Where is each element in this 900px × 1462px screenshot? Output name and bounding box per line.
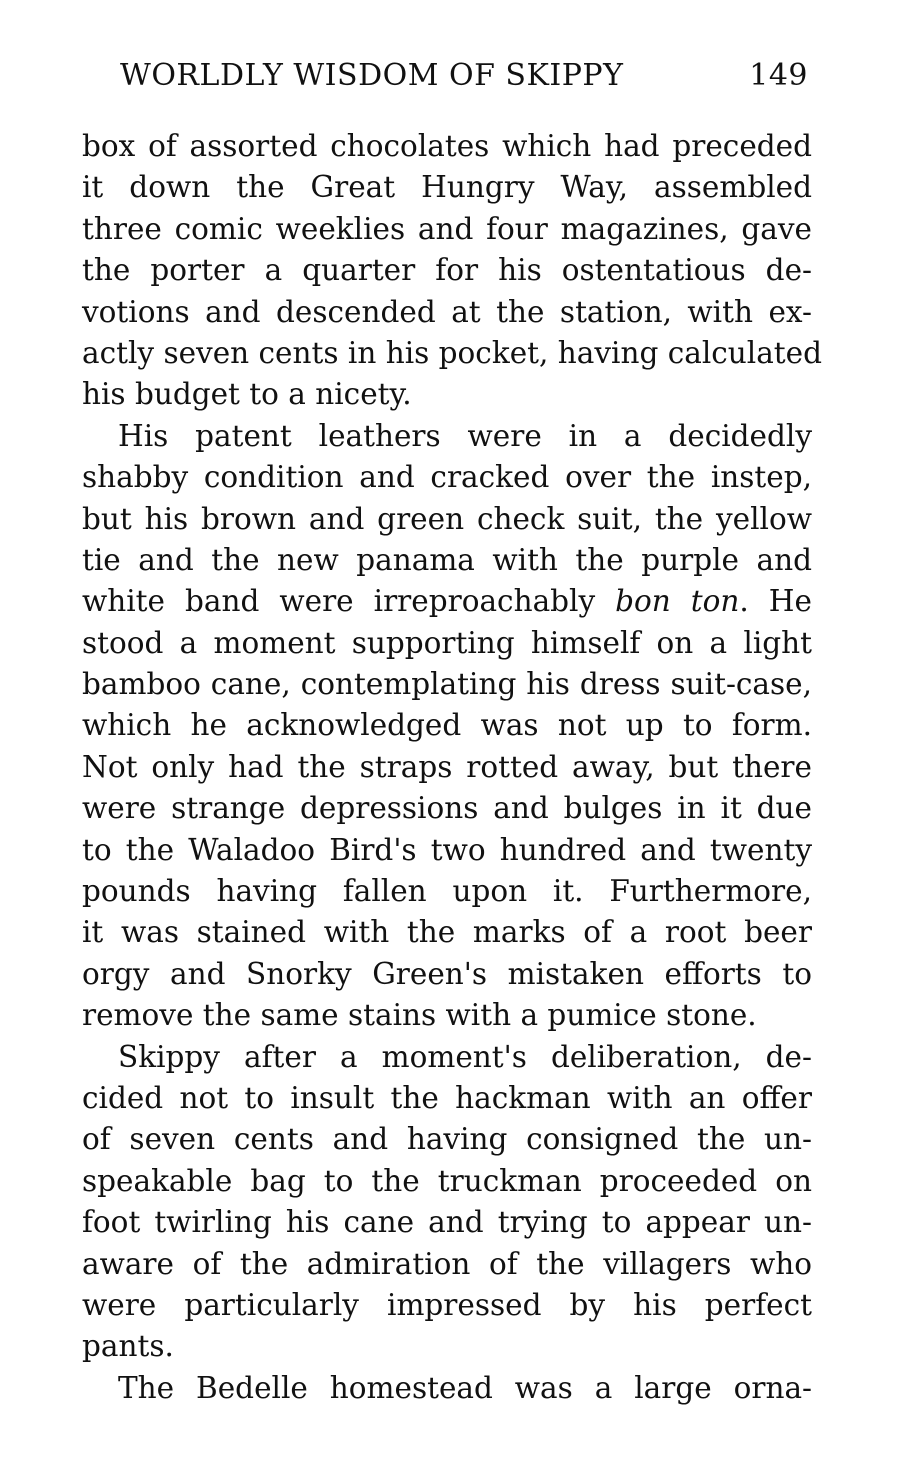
text-line: aware of the admiration of the villagers who	[82, 1246, 812, 1281]
text-line: bamboo cane, contemplating his dress suit-case,	[82, 667, 812, 702]
running-head	[82, 58, 812, 98]
text-line: Skippy after a moment's deliberation, de-	[118, 1039, 812, 1074]
text-line: white band were irreproachably bon ton. He	[82, 584, 812, 619]
text-line: The Bedelle homestead was a large orna-	[118, 1370, 812, 1405]
text-line: stood a moment supporting himself on a light	[82, 625, 812, 660]
text-line: to the Waladoo Bird's two hundred and twenty	[82, 832, 812, 867]
text-line: pounds having fallen upon it. Furthermore,	[82, 874, 812, 909]
text-line: foot twirling his cane and trying to appear un-	[82, 1205, 812, 1240]
text-line: were strange depressions and bulges in it due	[82, 791, 812, 826]
body-text	[82, 126, 822, 1409]
text-line: cided not to insult the hackman with an offer	[82, 1080, 812, 1115]
text-line: the porter a quarter for his ostentatious de-	[82, 253, 812, 288]
text-line: speakable bag to the truckman proceeded on	[82, 1163, 812, 1198]
paragraph-1	[82, 126, 822, 416]
text-line: three comic weeklies and four magazines, gave	[82, 211, 812, 246]
text-line: it down the Great Hungry Way, assembled	[82, 170, 812, 205]
text-line: were particularly impressed by his perfect	[82, 1287, 812, 1322]
text-line: remove the same stains with a pumice stone.	[82, 998, 757, 1033]
text-line: actly seven cents in his pocket, having calculated	[82, 335, 822, 370]
text-line: votions and descended at the station, with ex-	[82, 294, 812, 329]
text-line: but his brown and green check suit, the yellow	[82, 501, 812, 536]
text-line: it was stained with the marks of a root beer	[82, 915, 812, 950]
text-line: Not only had the straps rotted away, but there	[82, 749, 812, 784]
page-number: 149	[749, 58, 808, 93]
text-line: of seven cents and having consigned the un-	[82, 1122, 812, 1157]
paragraph-3	[82, 1037, 812, 1368]
paragraph-4	[82, 1368, 812, 1409]
text-line: His patent leathers were in a decidedly	[118, 418, 812, 453]
running-title: WORLDLY WISDOM OF SKIPPY	[120, 58, 624, 93]
text-line: orgy and Snorky Green's mistaken efforts to	[82, 956, 812, 991]
text-line: tie and the new panama with the purple and	[82, 542, 812, 577]
text-line: pants.	[82, 1329, 174, 1364]
text-line: box of assorted chocolates which had preceded	[82, 129, 812, 163]
italic-phrase: bon ton	[615, 584, 740, 619]
text-line: which he acknowledged was not up to form.	[82, 708, 812, 743]
paragraph-2	[82, 416, 812, 1037]
book-page	[82, 58, 822, 1409]
text-line: shabby condition and cracked over the instep,	[82, 460, 812, 495]
text-line: his budget to a nicety.	[82, 377, 412, 412]
